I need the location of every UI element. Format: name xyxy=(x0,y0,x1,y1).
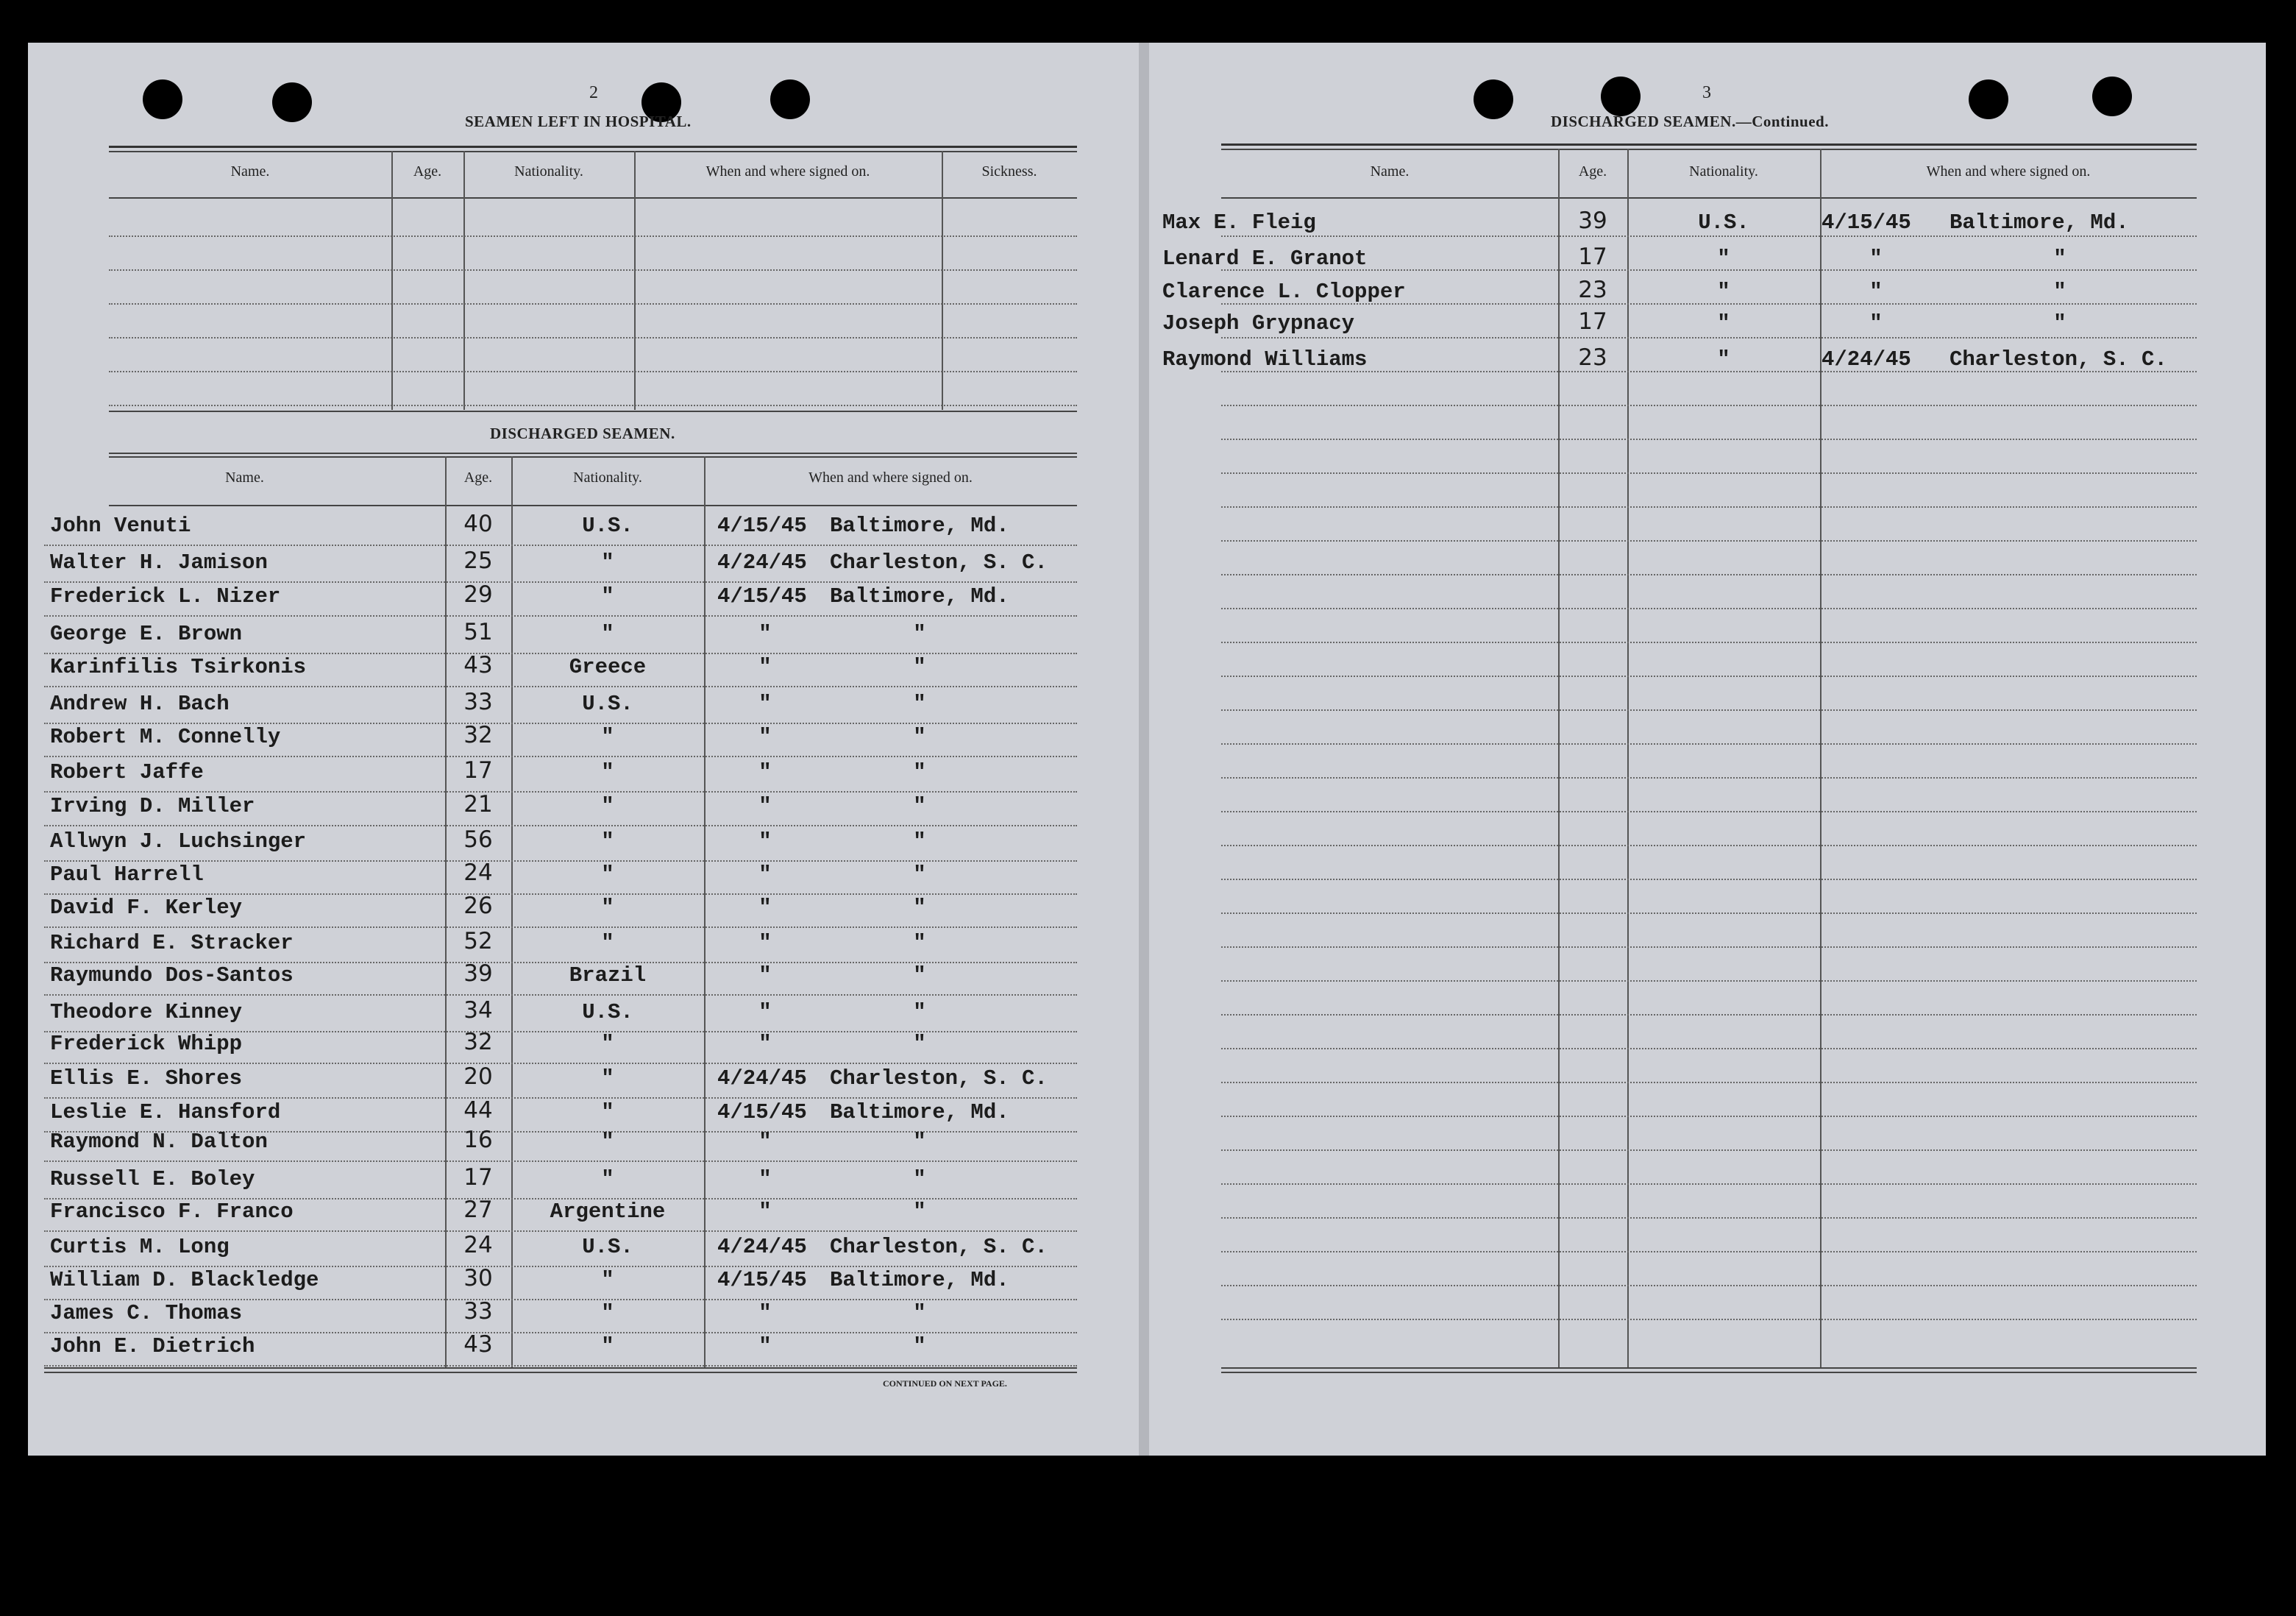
discharged-name: John Venuti xyxy=(50,514,191,538)
ruled-line xyxy=(1221,642,2197,643)
signed-on-date: 4/15/45 xyxy=(717,1100,807,1124)
signed-on-date: " xyxy=(758,1032,772,1056)
discharged-nationality: " xyxy=(1717,347,1730,372)
discharged-name: Max E. Fleig xyxy=(1162,210,1316,235)
signed-on-place: " xyxy=(913,1167,926,1191)
discharged-nationality: " xyxy=(601,896,614,920)
section-rule xyxy=(109,411,1077,412)
ruled-line xyxy=(44,1160,1077,1162)
footer-rule xyxy=(1221,1367,2197,1369)
punch-hole xyxy=(2092,77,2132,116)
signed-on-place: " xyxy=(913,1199,926,1224)
discharged-name: William D. Blackledge xyxy=(50,1268,319,1292)
ruled-line xyxy=(44,1097,1077,1099)
ruled-line xyxy=(1221,1251,2197,1252)
signed-on-date: 4/24/45 xyxy=(717,1235,807,1259)
discharged-nationality: " xyxy=(601,1301,614,1325)
discharged-nationality: " xyxy=(1717,280,1730,304)
ruled-line xyxy=(44,893,1077,895)
column-header: When and where signed on. xyxy=(1926,163,2091,180)
signed-on-place: " xyxy=(2053,311,2066,336)
ruled-line xyxy=(1221,439,2197,440)
signed-on-place: " xyxy=(913,655,926,679)
signed-on-place: " xyxy=(2053,247,2066,271)
ruled-line xyxy=(1221,811,2197,812)
ruled-line xyxy=(1221,235,2197,237)
discharged-name: Karinfilis Tsirkonis xyxy=(50,655,307,679)
signed-on-date: " xyxy=(758,931,772,955)
discharged-name: John E. Dietrich xyxy=(50,1334,255,1358)
ruled-line xyxy=(44,1365,1077,1367)
signed-on-place: Charleston, S. C. xyxy=(1950,347,2167,372)
discharged-nationality: " xyxy=(1717,311,1730,336)
signed-on-place: " xyxy=(913,622,926,646)
signed-on-date: 4/24/45 xyxy=(1821,347,1911,372)
signed-on-place: " xyxy=(913,1000,926,1024)
ruled-line xyxy=(1221,946,2197,948)
signed-on-date: " xyxy=(758,655,772,679)
discharged-age: 33 xyxy=(463,689,493,715)
discharged-nationality: " xyxy=(601,725,614,749)
header-rule xyxy=(109,151,1077,152)
discharged-nationality: U.S. xyxy=(582,1235,633,1259)
footer-rule xyxy=(44,1372,1077,1373)
discharged-nationality: " xyxy=(601,794,614,818)
ruled-line xyxy=(1221,574,2197,575)
discharged-nationality: U.S. xyxy=(582,514,633,538)
ruled-line xyxy=(1221,1149,2197,1151)
ruled-line xyxy=(1221,506,2197,508)
ruled-line xyxy=(1221,676,2197,677)
signed-on-date: " xyxy=(758,1301,772,1325)
signed-on-place: " xyxy=(913,725,926,749)
discharged-age: 32 xyxy=(463,1029,493,1055)
discharged-name: Curtis M. Long xyxy=(50,1235,230,1259)
discharged-name: George E. Brown xyxy=(50,622,243,646)
discharged-name: Robert Jaffe xyxy=(50,760,204,784)
discharged-name: Paul Harrell xyxy=(50,862,204,887)
header-rule xyxy=(109,453,1077,454)
signed-on-date: 4/24/45 xyxy=(717,1066,807,1091)
discharged-name: David F. Kerley xyxy=(50,896,243,920)
discharged-age: 24 xyxy=(463,860,493,886)
signed-on-place: " xyxy=(2053,280,2066,304)
punch-hole xyxy=(272,82,312,122)
signed-on-place: Baltimore, Md. xyxy=(830,1268,1009,1292)
signed-on-date: " xyxy=(758,1000,772,1024)
discharged-age: 39 xyxy=(463,960,493,987)
signed-on-place: " xyxy=(913,896,926,920)
ruled-line xyxy=(1221,709,2197,711)
ruled-line xyxy=(44,1266,1077,1267)
signed-on-place: " xyxy=(913,794,926,818)
header-rule xyxy=(1221,143,2197,146)
ruled-line xyxy=(109,337,1077,339)
discharged-nationality: " xyxy=(601,622,614,646)
signed-on-date: 4/15/45 xyxy=(1821,210,1911,235)
discharged-name: Russell E. Boley xyxy=(50,1167,255,1191)
discharged-nationality: " xyxy=(601,931,614,955)
header-rule xyxy=(109,456,1077,458)
discharged-nationality: Argentine xyxy=(550,1199,666,1224)
ruled-line xyxy=(109,303,1077,305)
discharged-nationality: " xyxy=(601,1130,614,1154)
signed-on-date: " xyxy=(1869,280,1883,304)
ruled-line xyxy=(44,825,1077,826)
signed-on-date: " xyxy=(758,622,772,646)
discharged-name: Frederick L. Nizer xyxy=(50,584,281,609)
signed-on-date: " xyxy=(758,760,772,784)
discharged-age: 56 xyxy=(463,826,493,853)
discharged-name: Irving D. Miller xyxy=(50,794,255,818)
signed-on-place: " xyxy=(913,862,926,887)
discharged-nationality: " xyxy=(601,1066,614,1091)
column-header: Age. xyxy=(413,163,442,180)
header-rule xyxy=(1221,149,2197,150)
ruled-line xyxy=(1221,1319,2197,1320)
ruled-line xyxy=(44,686,1077,687)
discharged-name: Walter H. Jamison xyxy=(50,550,268,575)
discharged-name: Joseph Grypnacy xyxy=(1162,311,1355,336)
discharged-age: 17 xyxy=(463,1164,493,1191)
discharged-nationality: U.S. xyxy=(1698,210,1749,235)
signed-on-place: Charleston, S. C. xyxy=(830,1235,1048,1259)
discharged-age: 51 xyxy=(463,619,493,645)
section-title: DISCHARGED SEAMEN. xyxy=(490,425,675,442)
discharged-nationality: " xyxy=(1717,247,1730,271)
signed-on-date: " xyxy=(758,1199,772,1224)
discharged-nationality: " xyxy=(601,760,614,784)
column-header: Name. xyxy=(230,163,270,180)
ruled-line xyxy=(1221,405,2197,406)
ruled-line xyxy=(1221,1014,2197,1016)
signed-on-place: " xyxy=(913,1334,926,1358)
ruled-line xyxy=(109,269,1077,271)
discharged-age: 23 xyxy=(1578,344,1607,371)
discharged-name: Raymond N. Dalton xyxy=(50,1130,268,1154)
ruled-line xyxy=(1221,912,2197,914)
signed-on-place: Baltimore, Md. xyxy=(830,1100,1009,1124)
signed-on-place: " xyxy=(913,1130,926,1154)
discharged-name: Andrew H. Bach xyxy=(50,692,230,716)
ruled-line xyxy=(1221,269,2197,271)
discharged-name: Francisco F. Franco xyxy=(50,1199,294,1224)
signed-on-date: " xyxy=(758,692,772,716)
ruled-line xyxy=(1221,743,2197,745)
column-header: When and where signed on. xyxy=(705,163,870,180)
column-header: Nationality. xyxy=(1689,163,1758,180)
discharged-nationality: " xyxy=(601,584,614,609)
signed-on-date: " xyxy=(758,725,772,749)
ruled-line xyxy=(1221,303,2197,305)
signed-on-date: " xyxy=(758,1167,772,1191)
discharged-nationality: " xyxy=(601,829,614,854)
signed-on-date: " xyxy=(758,1130,772,1154)
signed-on-place: Baltimore, Md. xyxy=(830,514,1009,538)
discharged-name: Richard E. Stracker xyxy=(50,931,294,955)
ruled-line xyxy=(44,860,1077,862)
ruled-line xyxy=(44,1299,1077,1300)
discharged-age: 52 xyxy=(463,928,493,954)
discharged-age: 20 xyxy=(463,1063,493,1090)
section-title: SEAMEN LEFT IN HOSPITAL. xyxy=(465,113,692,130)
signed-on-place: " xyxy=(913,692,926,716)
ruled-line xyxy=(1221,1048,2197,1049)
punch-hole xyxy=(1601,77,1641,116)
ruled-line xyxy=(1221,337,2197,339)
discharged-age: 25 xyxy=(463,547,493,574)
discharged-age: 26 xyxy=(463,893,493,919)
signed-on-place: " xyxy=(913,829,926,854)
column-header: Age. xyxy=(1578,163,1607,180)
discharged-name: Theodore Kinney xyxy=(50,1000,243,1024)
punch-hole xyxy=(1474,79,1513,119)
discharged-nationality: " xyxy=(601,1100,614,1124)
discharged-age: 23 xyxy=(1578,277,1607,303)
discharged-nationality: " xyxy=(601,1334,614,1358)
column-header: Name. xyxy=(1370,163,1410,180)
signed-on-place: Charleston, S. C. xyxy=(830,550,1048,575)
page-number: 3 xyxy=(1702,83,1711,102)
signed-on-date: 4/15/45 xyxy=(717,584,807,609)
discharged-age: 27 xyxy=(463,1197,493,1223)
ruled-line xyxy=(109,405,1077,406)
ruled-line xyxy=(44,615,1077,617)
signed-on-place: Charleston, S. C. xyxy=(830,1066,1048,1091)
ruled-line xyxy=(1221,980,2197,982)
signed-on-place: " xyxy=(913,760,926,784)
page-number: 2 xyxy=(589,83,598,102)
column-header: Nationality. xyxy=(514,163,583,180)
discharged-name: Lenard E. Granot xyxy=(1162,247,1368,271)
ruled-line xyxy=(1221,371,2197,372)
signed-on-date: " xyxy=(1869,247,1883,271)
signed-on-place: " xyxy=(913,1301,926,1325)
discharged-nationality: " xyxy=(601,1032,614,1056)
signed-on-place: Baltimore, Md. xyxy=(1950,210,2129,235)
ruled-line xyxy=(1221,1217,2197,1219)
ruled-line xyxy=(109,235,1077,237)
signed-on-date: 4/15/45 xyxy=(717,1268,807,1292)
discharged-name: Raymond Williams xyxy=(1162,347,1368,372)
ruled-line xyxy=(1221,540,2197,542)
ruled-line xyxy=(44,994,1077,996)
discharged-name: Robert M. Connelly xyxy=(50,725,281,749)
discharged-age: 24 xyxy=(463,1232,493,1258)
column-header: Nationality. xyxy=(573,469,642,486)
signed-on-date: " xyxy=(758,829,772,854)
footer-note: CONTINUED ON NEXT PAGE. xyxy=(883,1378,1007,1389)
ruled-line xyxy=(44,653,1077,654)
signed-on-place: " xyxy=(913,931,926,955)
ruled-line xyxy=(1221,1116,2197,1117)
ruled-line xyxy=(1221,845,2197,846)
discharged-name: Allwyn J. Luchsinger xyxy=(50,829,307,854)
ruled-line xyxy=(44,791,1077,793)
discharged-age: 17 xyxy=(463,757,493,784)
header-rule xyxy=(1221,197,2197,199)
signed-on-date: 4/15/45 xyxy=(717,514,807,538)
header-rule xyxy=(109,197,1077,199)
ruled-line xyxy=(44,1230,1077,1232)
punch-hole xyxy=(143,79,182,119)
signed-on-date: " xyxy=(758,862,772,887)
punch-hole xyxy=(770,79,810,119)
ruled-line xyxy=(44,581,1077,583)
ruled-line xyxy=(44,926,1077,928)
ruled-line xyxy=(1221,472,2197,474)
discharged-name: Frederick Whipp xyxy=(50,1032,243,1056)
discharged-age: 30 xyxy=(463,1265,493,1291)
ruled-line xyxy=(1221,608,2197,609)
header-rule xyxy=(109,146,1077,148)
column-header: When and where signed on. xyxy=(808,469,973,486)
discharged-age: 34 xyxy=(463,997,493,1024)
ruled-line xyxy=(44,545,1077,546)
column-header: Name. xyxy=(225,469,264,486)
discharged-age: 33 xyxy=(463,1298,493,1325)
discharged-nationality: " xyxy=(601,862,614,887)
signed-on-date: 4/24/45 xyxy=(717,550,807,575)
discharged-nationality: " xyxy=(601,1268,614,1292)
ruled-line xyxy=(109,371,1077,372)
discharged-age: 21 xyxy=(463,791,493,818)
discharged-age: 39 xyxy=(1578,208,1607,234)
column-header: Sickness. xyxy=(981,163,1037,180)
discharged-age: 32 xyxy=(463,722,493,748)
discharged-age: 43 xyxy=(463,652,493,678)
ruled-line xyxy=(44,723,1077,724)
punch-hole xyxy=(1969,79,2008,119)
discharged-name: Leslie E. Hansford xyxy=(50,1100,281,1124)
discharged-age: 43 xyxy=(463,1331,493,1358)
column-header: Age. xyxy=(463,469,493,486)
discharged-name: Clarence L. Clopper xyxy=(1162,280,1406,304)
discharged-name: Ellis E. Shores xyxy=(50,1066,243,1091)
ruled-line xyxy=(44,1063,1077,1064)
discharged-age: 17 xyxy=(1578,244,1607,270)
header-rule xyxy=(109,505,1077,506)
signed-on-date: " xyxy=(758,896,772,920)
signed-on-date: " xyxy=(758,1334,772,1358)
discharged-age: 16 xyxy=(463,1127,493,1153)
ruled-line xyxy=(1221,777,2197,779)
footer-rule xyxy=(1221,1372,2197,1373)
ruled-line xyxy=(44,756,1077,757)
discharged-name: James C. Thomas xyxy=(50,1301,243,1325)
section-title: DISCHARGED SEAMEN.—Continued. xyxy=(1551,113,1829,130)
ruled-line xyxy=(1221,1285,2197,1286)
signed-on-place: Baltimore, Md. xyxy=(830,584,1009,609)
ruled-line xyxy=(1221,879,2197,880)
discharged-nationality: U.S. xyxy=(582,692,633,716)
signed-on-place: " xyxy=(913,1032,926,1056)
discharged-nationality: U.S. xyxy=(582,1000,633,1024)
ruled-line xyxy=(1221,1183,2197,1185)
discharged-name: Raymundo Dos-Santos xyxy=(50,963,294,988)
discharged-age: 40 xyxy=(463,511,493,537)
discharged-nationality: Brazil xyxy=(569,963,647,988)
discharged-nationality: Greece xyxy=(569,655,647,679)
signed-on-place: " xyxy=(913,963,926,988)
signed-on-date: " xyxy=(758,794,772,818)
discharged-age: 17 xyxy=(1578,308,1607,335)
discharged-nationality: " xyxy=(601,550,614,575)
signed-on-date: " xyxy=(1869,311,1883,336)
ruled-line xyxy=(1221,1082,2197,1083)
discharged-age: 29 xyxy=(463,581,493,608)
footer-rule xyxy=(44,1367,1077,1369)
binding-fold xyxy=(1139,43,1149,1456)
ruled-line xyxy=(44,1332,1077,1333)
discharged-nationality: " xyxy=(601,1167,614,1191)
signed-on-date: " xyxy=(758,963,772,988)
discharged-age: 44 xyxy=(463,1097,493,1124)
